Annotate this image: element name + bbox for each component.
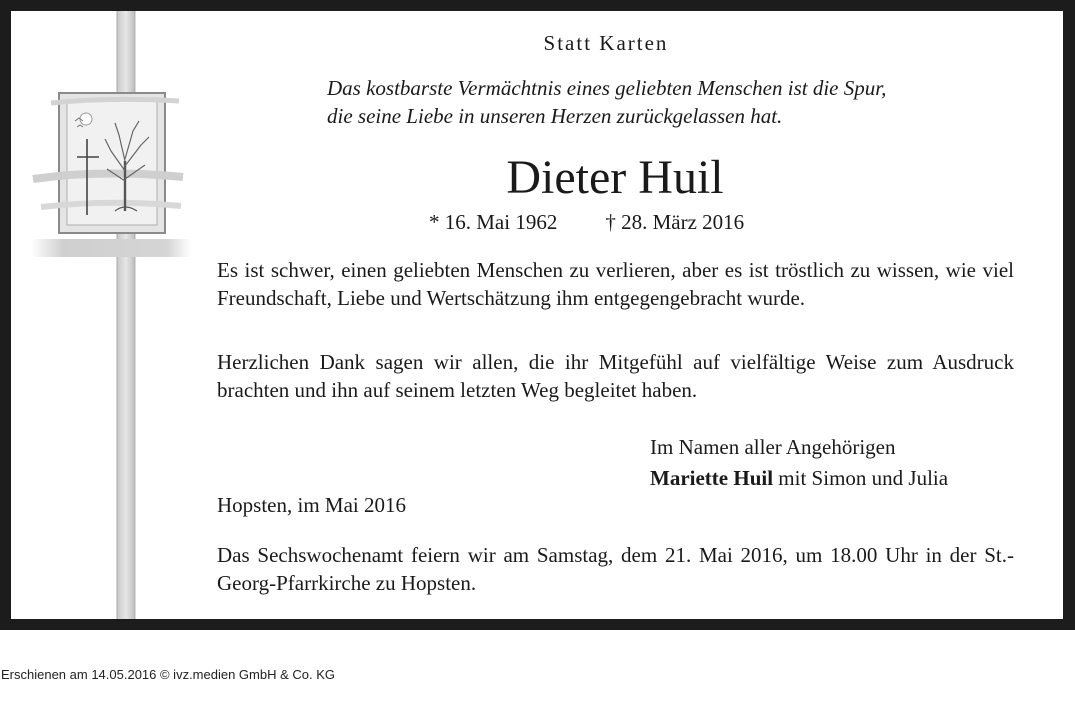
signature-main-name: Mariette Huil [650,466,774,490]
paragraph-service: Das Sechswochenamt feiern wir am Samstag, dem 21. Mai 2016, um 18.00 Uhr in der St.-Georg-Pfarrkirche zu Hopsten. [217,543,1014,595]
cross-tree-illustration-icon [11,11,211,619]
birth-date: * 16. Mai 1962 [429,210,558,234]
life-dates [429,208,744,236]
place-date: Hopsten, im Mai 2016 [217,493,406,517]
memorial-quote [327,74,886,130]
signature-names [650,464,948,492]
deceased-name: Dieter Huil [506,151,724,204]
obituary-card [11,11,1063,619]
quote-line-1: Das kostbarste Vermächtnis eines geliebten Menschen ist die Spur, [327,76,887,100]
paragraph-thanks: Herzlichen Dank sagen wir allen, die ihr Mitgefühl auf vielfältige Weise zum Ausdruck brachten und ihn auf seinem letzten Weg begleitet haben. [217,350,1014,402]
signature-intro: Im Namen aller Angehörigen [650,435,896,459]
death-date: † 28. März 2016 [605,210,745,234]
signature-others: mit Simon und Julia [773,466,949,490]
publication-footer: Erschienen am 14.05.2016 © ivz.medien GmbH & Co. KG [1,667,336,682]
notice-header: Statt Karten [543,31,669,55]
paragraph-condolence: Es ist schwer, einen geliebten Menschen zu verlieren, aber es ist tröstlich zu wissen, wie viel Freundschaft, Liebe und Wertschätzung ihm entgegengebracht wurde. [217,258,1014,310]
quote-line-2: die seine Liebe in unseren Herzen zurückgelassen hat. [327,104,783,128]
